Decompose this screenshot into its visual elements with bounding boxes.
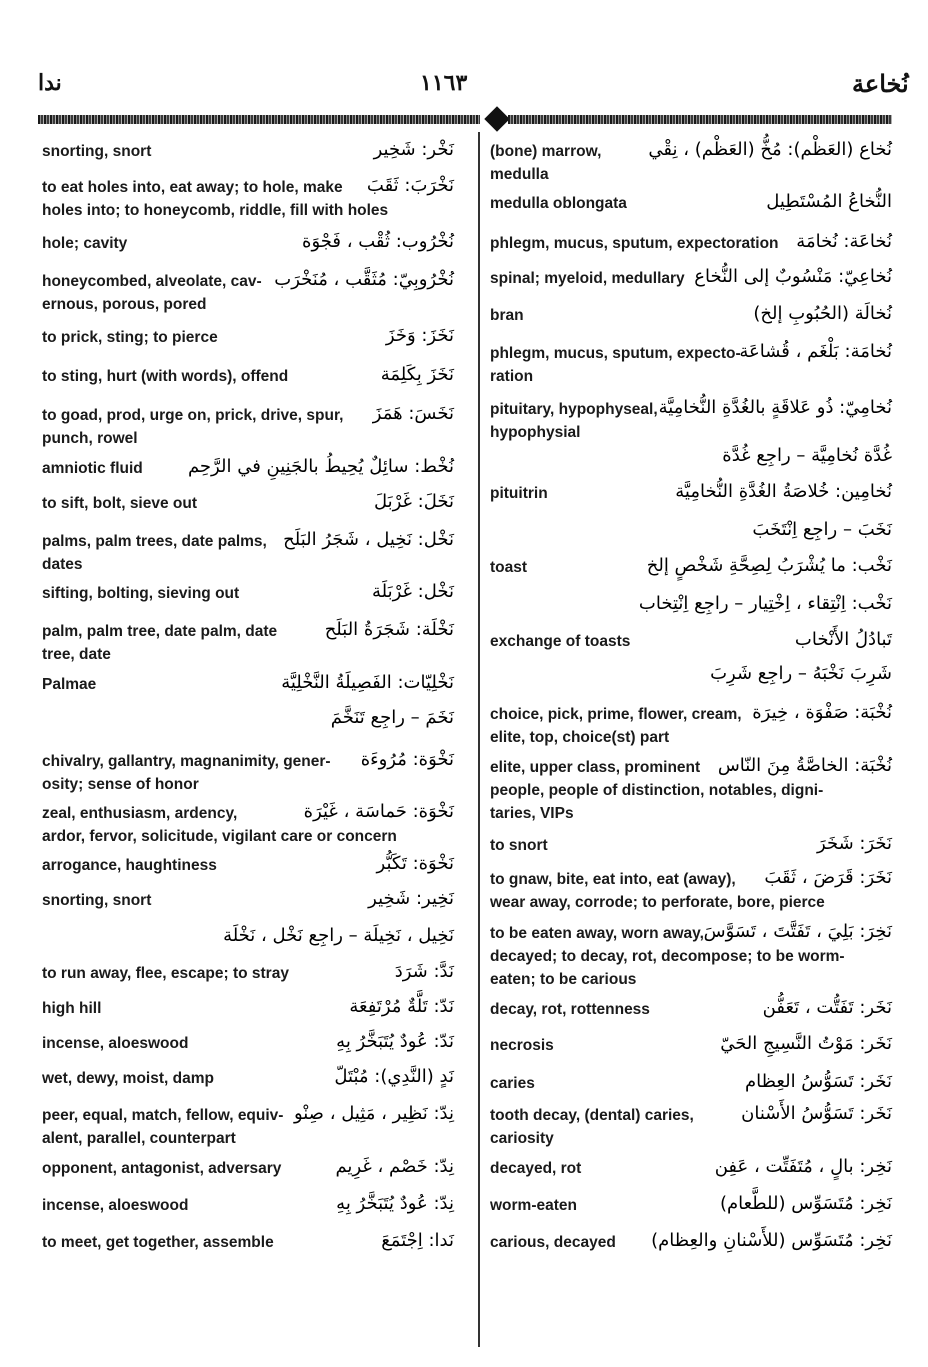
arabic-headword: نَخَمَ – راجِع تَنَخَّمَ (330, 707, 454, 728)
header-rule-left (38, 115, 480, 124)
arabic-headword: نَخَزَ: وَخَزَ (385, 325, 454, 346)
arabic-headword: نِدّ: خَصْم ، غَرِيم (335, 1156, 454, 1177)
arabic-headword: غُدَّة نُخامِيَّة – راجِع غُدَّة (722, 445, 892, 466)
english-definition: peer, equal, match, fellow, equiv- alent, parallel, counterpart (42, 1107, 284, 1147)
running-head-left: ندا (38, 70, 62, 95)
arabic-headword: نَخَر: تَفَتُّت ، تَعَفُّن (762, 997, 892, 1018)
english-definition: to sting, hurt (with words), offend (42, 368, 289, 385)
arabic-headword: نِدّ: عُودٌ يُتَبَخَّرُ بِهِ (336, 1193, 454, 1214)
arabic-headword: نَدا: اِجْتَمَعَ (381, 1230, 454, 1251)
english-definition: decayed, rot (490, 1160, 582, 1177)
arabic-headword: نَخِير: شَخِير (368, 888, 454, 909)
arabic-headword: نُخامَة: بَلْغَم ، قُشاعَة (739, 341, 892, 362)
english-definition: bran (490, 307, 524, 324)
english-definition: opponent, antagonist, adversary (42, 1160, 282, 1177)
arabic-headword: النُّخاعُ المُسْتَطِيل (766, 191, 892, 212)
diamond-ornament-icon (484, 106, 509, 131)
arabic-headword: نَخَبَ – راجِع اِنْتَخَبَ (752, 519, 892, 540)
english-definition: wet, dewy, moist, damp (42, 1070, 214, 1087)
arabic-headword: نَخَزَ بِكَلِمَة (380, 364, 454, 385)
english-definition: to snort (490, 837, 548, 854)
page-number: ١١٦٣ (420, 70, 468, 95)
arabic-headword: نَخَر: تَسَوُّسُ العِظام (745, 1071, 892, 1092)
english-definition: carious, decayed (490, 1234, 616, 1251)
english-definition: chivalry, gallantry, magnanimity, gener- osity; sense of honor (42, 753, 331, 793)
arabic-headword: نَخْرَبَ: ثَقَبَ (366, 175, 454, 196)
english-definition: to be eaten away, worn away, decayed; to decay, rot, decompose; to be worm- eaten; to be carious (490, 925, 845, 988)
english-definition: phlegm, mucus, sputum, expecto- ration (490, 345, 741, 385)
english-definition: necrosis (490, 1037, 554, 1054)
english-definition: elite, upper class, prominent people, people of distinction, notables, digni- taries, VIPs (490, 759, 824, 822)
english-definition: hole; cavity (42, 235, 128, 252)
english-definition: to gnaw, bite, eat into, eat (away), wear away, corrode; to perforate, bore, pierce (490, 871, 825, 911)
arabic-headword: شَرِبَ نَخْبَهُ – راجِع شَرِبَ (710, 663, 892, 684)
arabic-headword: نَدّ: تَلَّةٌ مُرْتَفِعَة (349, 996, 454, 1017)
english-definition: spinal; myeloid, medullary (490, 270, 685, 287)
english-definition: pituitary, hypophyseal, hypophysial (490, 401, 658, 441)
arabic-headword: نُخْط: سائِلٌ يُحِيطُ بالجَنِينِ في الرَّحِم (187, 456, 454, 477)
english-definition: worm-eaten (490, 1197, 577, 1214)
arabic-headword: نُخامِين: خُلاصَةُ الغُدَّةِ النُّخامِيَّة (675, 481, 892, 502)
english-definition: (bone) marrow, medulla (490, 143, 602, 183)
header-rule-right (508, 115, 892, 124)
english-definition: to eat holes into, eat away; to hole, make holes into; to honeycomb, riddle, fill with holes (42, 179, 389, 219)
english-definition: zeal, enthusiasm, ardency, ardor, fervor, solicitude, vigilant care or concern (42, 805, 397, 845)
english-definition: to prick, sting; to pierce (42, 329, 218, 346)
arabic-headword: نَخْوَة: حَماسَة ، غَيْرَة (303, 801, 454, 822)
arabic-headword: نُخْرُوب: ثُقْب ، فَجْوَة (302, 231, 454, 252)
arabic-headword: نُخاع (العَظْم): مُخُّ (العَظْم) ، نِقْي (648, 139, 892, 160)
arabic-headword: نَخَرَ: شَخَرَ (817, 833, 892, 854)
arabic-headword: نَخَر: تَسَوُّسُ الأَسْنان (741, 1103, 892, 1124)
english-definition: snorting, snort (42, 892, 152, 909)
left-column (42, 132, 454, 1347)
english-definition: phlegm, mucus, sputum, expectoration (490, 235, 779, 252)
english-definition: toast (490, 559, 528, 576)
english-definition: incense, aloeswood (42, 1035, 189, 1052)
column-divider (478, 132, 480, 1347)
english-definition: exchange of toasts (490, 633, 631, 650)
arabic-headword: نَخْب: ما يُشْرَبُ لِصِحَّةِ شَخْصٍ إلخ (646, 555, 892, 576)
arabic-headword: نَخْر: شَخِير (373, 139, 454, 160)
arabic-headword: نَخْوَة: تَكَبُّر (376, 853, 454, 874)
english-definition: decay, rot, rottenness (490, 1001, 650, 1018)
arabic-headword: تَبادُلُ الأَنْخاب (794, 629, 892, 650)
arabic-headword: نَدَّ: شَرَدَ (394, 961, 454, 982)
english-definition: Palmae (42, 676, 97, 693)
arabic-headword: نُخْبَة: صَفْوَة ، خِيرَة (752, 702, 892, 723)
arabic-headword: نُخامِيّ: ذُو عَلاقَةٍ بالغُدَّةِ النُّخامِيَّة (658, 397, 892, 418)
running-head-right: نُخاعة (852, 72, 909, 98)
english-definition: palms, palm trees, date palms, dates (42, 533, 267, 573)
english-definition: amniotic fluid (42, 460, 143, 477)
arabic-headword: نَخَرَ: قَرَضَ ، ثَقَبَ (764, 867, 892, 888)
arabic-headword: نَخِر: مُتَسَوِّس (للطَّعام) (719, 1193, 892, 1214)
arabic-headword: نَخَلَ: غَرْبَلَ (373, 491, 454, 512)
arabic-headword: نَخِيل ، نَخِيلَة – راجِع نَخْل ، نَخْلَة (223, 925, 454, 946)
english-definition: honeycombed, alveolate, cav- ernous, porous, pored (42, 273, 262, 313)
arabic-headword: نُخْبَة: الخاصَّةُ مِنَ النّاس (717, 755, 892, 776)
arabic-headword: نَدّ: عُودٌ يُتَبَخَّرُ بِهِ (336, 1031, 454, 1052)
arabic-headword: نُخْرُوبِيّ: مُثَقَّب ، مُنَخْرَب (274, 269, 454, 290)
arabic-headword: نَخْوَة: مُرُوءَة (360, 749, 454, 770)
arabic-headword: نَخِر: مُتَسَوِّس (للأَسْنانِ والعِظام) (651, 1230, 892, 1251)
arabic-headword: نَدٍ (النَّدِي): مُبْتَلّ (334, 1066, 454, 1087)
arabic-headword: نَخِرَ: بَلِيَ ، تَفَتَّتَ ، تَسَوَّسَ (703, 921, 892, 942)
arabic-headword: نَخْل: غَرْبَلَة (371, 581, 454, 602)
english-definition: to meet, get together, assemble (42, 1234, 274, 1251)
arabic-headword: نُخاعَة: نُخامَة (796, 231, 892, 252)
english-definition: pituitrin (490, 485, 548, 502)
arabic-headword: نَخْب: اِنْتِقاء ، اِخْتِيار – راجِع اِنْتِخاب (638, 593, 892, 614)
english-definition: palm, palm tree, date palm, date tree, date (42, 623, 278, 663)
arabic-headword: نَخْلِيّات: الفَصِيلَةُ النَّخْلِيَّة (281, 672, 454, 693)
arabic-headword: نَخَسَ: هَمَزَ (372, 403, 454, 424)
arabic-headword: نَخَر: مَوْتُ النَّسِيجِ الحَيّ (720, 1033, 892, 1054)
right-column (490, 132, 892, 1347)
english-definition: tooth decay, (dental) caries, cariosity (490, 1107, 694, 1147)
english-definition: to goad, prod, urge on, prick, drive, spur, punch, rowel (42, 407, 344, 447)
english-definition: choice, pick, prime, flower, cream, elite, top, choice(st) part (490, 706, 742, 746)
arabic-headword: نَخِر: بالٍ ، مُتَفَتِّت ، عَفِن (714, 1156, 892, 1177)
arabic-headword: نَخْلَة: شَجَرَةُ البَلَح (324, 619, 454, 640)
english-definition: snorting, snort (42, 143, 152, 160)
arabic-headword: نُخالَة (الحُبُوبِ إلخ) (753, 303, 892, 324)
english-definition: incense, aloeswood (42, 1197, 189, 1214)
english-definition: medulla oblongata (490, 195, 627, 212)
english-definition: high hill (42, 1000, 102, 1017)
english-definition: sifting, bolting, sieving out (42, 585, 240, 602)
arabic-headword: نَخْل: نَخِيل ، شَجَرُ البَلَح (283, 529, 454, 550)
english-definition: to run away, flee, escape; to stray (42, 965, 289, 982)
arabic-headword: نُخاعِيّ: مَنْسُوبٌ إلى النُّخاع (694, 266, 892, 287)
english-definition: caries (490, 1075, 535, 1092)
english-definition: to sift, bolt, sieve out (42, 495, 198, 512)
arabic-headword: نِدّ: نَظِير ، مَثِيل ، صِنْو (293, 1103, 454, 1124)
english-definition: arrogance, haughtiness (42, 857, 217, 874)
